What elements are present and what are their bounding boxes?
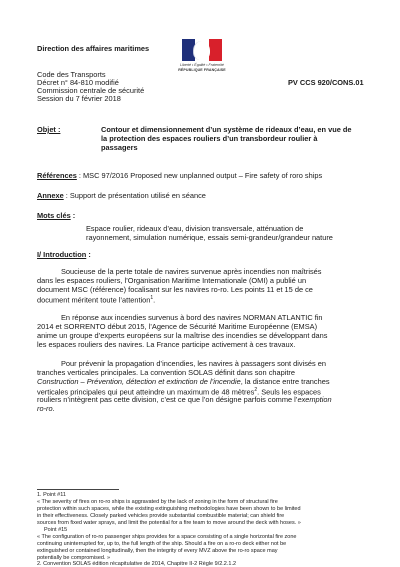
footnote-1b-line-4: potentially be compromised. » — [37, 555, 111, 561]
p2-line-1: En réponse aux incendies survenus à bord des navires NORMAN ATLANTIC fin — [61, 313, 323, 322]
references-text: : MSC 97/2016 Proposed new unplanned output – Fire safety of roro ships — [78, 171, 323, 180]
code-line-3: Commission centrale de sécurité — [37, 86, 145, 95]
footnote-1b-head: Point #15 — [44, 527, 68, 533]
objet-line-2: la protection des espaces rouliers d’un transbordeur roulier à — [101, 134, 318, 143]
footnote-1b-line-3: extinguished or contained longitudinally, then the integrity of every MVZ above the ro-ro space may — [37, 548, 278, 554]
footnote-1-line-4: sources from fixed water sprays, and limit the potential for a fire team to move around the deck with hoses. » — [37, 520, 301, 526]
p1-line-4: document méritent toute l’attention$^1$. — [37, 295, 156, 305]
footnote-1-line-3: in their effectiveness. Closely parked vehicles provide substantial combustible material; can shield fire — [37, 513, 285, 519]
p2-line-3: anime un groupe d’experts européens sur la maîtrise des incendies se développant dans — [37, 331, 328, 340]
mots-cles-colon: : — [70, 211, 76, 220]
mots-cles-line-2: rayonnement, simulation numérique, essais semi-grandeur/grandeur nature — [86, 233, 333, 242]
introduction-heading — [37, 250, 91, 259]
footnote-2: 2. Convention SOLAS édition récapitulative de 2014, Chapitre II-2 Règle 9/2.2.1.2 — [37, 561, 237, 567]
mots-cles-heading — [37, 211, 75, 220]
code-line-2: Décret n° 84-810 modifié — [37, 78, 119, 87]
annexe-text: : Support de présentation utilisé en séance — [65, 191, 206, 200]
p1-line-2: dans les espaces rouliers, l’Organisation Maritime Internationale (OMI) a publié un — [37, 276, 307, 285]
p3-line-3: Construction – Prévention, détection et extinction de l’incendie, la distance entre tranches — [37, 377, 330, 386]
footnote-ref-2[interactable]: 2 — [254, 387, 258, 393]
objet-label: Objet : — [37, 125, 61, 134]
introduction-label: I/ Introduction — [37, 250, 87, 259]
p3-line-5: rouliers n’intègrent pas cette division, c’est ce que l’on désigne parfois comme l’exemption — [37, 395, 332, 404]
footnote-1-line-2: protection within such spaces, while the existing extinguishing methodologies have been shown to be limited — [37, 506, 301, 512]
p1-line-3: document MSC (référence) focalisant sur les navires ro-ro. Les points 11 et 15 de ce — [37, 285, 313, 294]
code-line-1: Code des Transports — [37, 70, 106, 79]
logo-motto: Liberté • Égalité • Fraternité — [180, 63, 224, 67]
references-label: Références — [37, 171, 77, 180]
direction-title: Direction des affaires maritimes — [37, 44, 150, 53]
p3-line-4: verticales principales qui peut atteindre un maximum de 48 mètres$^2$. Seuls les espaces — [37, 387, 321, 397]
footnote-1-head: 1. Point #11 — [37, 492, 66, 498]
marianne-flag-icon — [182, 39, 222, 61]
p3-line-6: ro-ro. — [37, 404, 55, 413]
p2-line-2: 2014 et SORRENTO début 2015, l’Agence de Sécurité Maritime Européenne (EMSA) — [37, 322, 318, 331]
logo-republic: RÉPUBLIQUE FRANÇAISE — [178, 68, 226, 72]
footnote-separator — [37, 489, 119, 490]
objet-line-3: passagers — [101, 143, 138, 152]
p1-line-1: Soucieuse de la perte totale de navires survenue après incendies non maîtrisés — [61, 267, 322, 276]
p3-line-1: Pour prévenir la propagation d’incendies, les navires à passagers sont divisés en — [61, 359, 326, 368]
annexe-row — [37, 191, 206, 200]
introduction-colon: : — [86, 250, 91, 259]
p2-line-4: les espaces rouliers des navires. La France participe activement à ces travaux. — [37, 340, 296, 349]
p3-line-2: tranches verticales principales. La convention SOLAS définit dans son chapitre — [37, 368, 295, 377]
footnote-ref-1[interactable]: 1 — [150, 295, 154, 301]
code-line-4: Session du 7 février 2018 — [37, 94, 121, 103]
footnote-1b-line-1: « The configuration of ro-ro passenger ships provides for a space consisting of a single horizontal fire zone — [37, 534, 297, 540]
mots-cles-label: Mots clés — [37, 211, 71, 220]
footnote-1-line-1: « The severity of fires on ro-ro ships is aggravated by the lack of zoning in the form of structural fire — [37, 499, 278, 505]
references-row — [37, 171, 322, 180]
reference-code: PV CCS 920/CONS.01 — [288, 78, 364, 87]
annexe-label: Annexe — [37, 191, 64, 200]
mots-cles-line-1: Espace roulier, rideaux d’eau, division transversale, atténuation de — [86, 224, 304, 233]
objet-line-1: Contour et dimensionnement d’un système de rideaux d’eau, en vue de — [101, 125, 352, 134]
footnote-1b-line-2: continuing uninterrupted for, up to, the full length of the ship. Should a fire on a ro-ro deck either not be — [37, 541, 287, 547]
